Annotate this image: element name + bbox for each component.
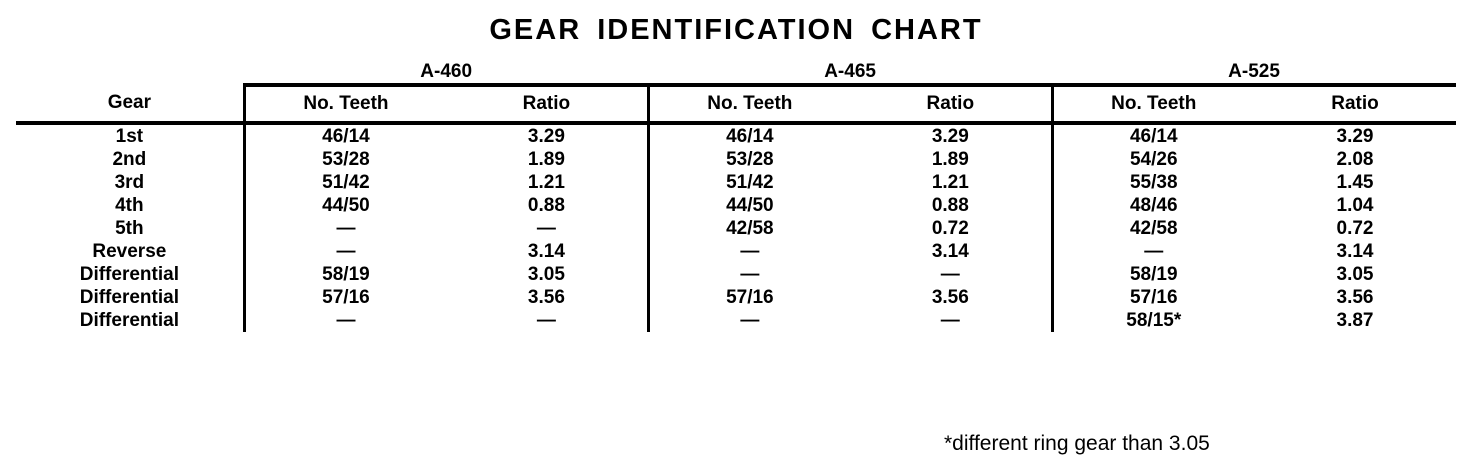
- page-title: GEAR IDENTIFICATION CHART: [489, 14, 983, 46]
- row-gear-label: 3rd: [114, 172, 145, 193]
- row-gear-label: 2nd: [112, 149, 147, 170]
- table-row: [16, 194, 1456, 217]
- cell-a465-ratio: 3.29: [931, 126, 969, 147]
- table-row: [16, 240, 1456, 263]
- cell-a465-ratio: —: [940, 310, 960, 331]
- cell-a525-teeth: —: [1052, 240, 1254, 263]
- column-header-a525-ratio: Ratio: [1254, 85, 1456, 123]
- cell-a525-ratio: 3.14: [1336, 241, 1374, 262]
- cell-a460-ratio: 1.89: [527, 149, 565, 170]
- cell-a525-ratio: 2.08: [1336, 149, 1374, 170]
- row-gear-label: Differential: [79, 264, 179, 285]
- cell-a525-ratio: 1.45: [1336, 172, 1374, 193]
- cell-a460-teeth: —: [244, 240, 446, 263]
- row-gear-label: Differential: [79, 287, 179, 308]
- group-header-spacer: [16, 55, 244, 85]
- table-row: [16, 286, 1456, 309]
- row-gear-label: 4th: [115, 195, 144, 216]
- column-header-a460-ratio: Ratio: [446, 85, 648, 123]
- cell-a460-ratio: 0.88: [527, 195, 565, 216]
- column-header-a465-teeth: No. Teeth: [648, 85, 850, 123]
- group-header-a465: A-465: [648, 55, 1052, 85]
- cell-a525-ratio: 3.29: [1336, 126, 1374, 147]
- cell-a465-teeth: —: [648, 240, 850, 263]
- cell-a525-ratio: 3.87: [1336, 310, 1374, 331]
- cell-a460-teeth: —: [244, 309, 446, 332]
- table-row: [16, 171, 1456, 194]
- cell-a460-ratio: —: [536, 218, 556, 239]
- group-header-row: [16, 55, 1456, 85]
- cell-a525-teeth: 46/14: [1052, 123, 1254, 148]
- cell-a465-teeth: 44/50: [648, 194, 850, 217]
- cell-a525-teeth: 42/58: [1052, 217, 1254, 240]
- cell-a525-teeth: 48/46: [1052, 194, 1254, 217]
- column-header-a525-teeth: No. Teeth: [1052, 85, 1254, 123]
- cell-a525-ratio: 3.05: [1336, 264, 1374, 285]
- gear-chart-table: [16, 55, 1456, 332]
- cell-a465-teeth: 51/42: [648, 171, 850, 194]
- cell-a460-teeth: 53/28: [244, 148, 446, 171]
- cell-a525-ratio: 3.56: [1336, 287, 1374, 308]
- cell-a465-teeth: 46/14: [648, 123, 850, 148]
- cell-a465-teeth: —: [648, 263, 850, 286]
- cell-a460-teeth: 58/19: [244, 263, 446, 286]
- cell-a465-ratio: 0.88: [931, 195, 969, 216]
- cell-a525-teeth: 58/15*: [1052, 309, 1254, 332]
- gear-identification-chart-page: [0, 14, 1472, 476]
- cell-a525-teeth: 57/16: [1052, 286, 1254, 309]
- cell-a465-teeth: 53/28: [648, 148, 850, 171]
- cell-a525-ratio: 1.04: [1336, 195, 1374, 216]
- cell-a460-teeth: 44/50: [244, 194, 446, 217]
- cell-a460-teeth: 51/42: [244, 171, 446, 194]
- cell-a460-ratio: —: [536, 310, 556, 331]
- cell-a525-teeth: 54/26: [1052, 148, 1254, 171]
- group-header-a460: A-460: [244, 55, 648, 85]
- cell-a465-ratio: —: [940, 264, 960, 285]
- table-row: [16, 123, 1456, 148]
- row-gear-label: 5th: [115, 218, 144, 239]
- cell-a465-teeth: 57/16: [648, 286, 850, 309]
- cell-a460-teeth: —: [244, 217, 446, 240]
- cell-a465-ratio: 1.89: [931, 149, 969, 170]
- cell-a465-ratio: 3.56: [931, 287, 969, 308]
- column-header-a460-teeth: No. Teeth: [244, 85, 446, 123]
- table-row: [16, 309, 1456, 332]
- cell-a525-teeth: 55/38: [1052, 171, 1254, 194]
- cell-a465-ratio: 3.14: [931, 241, 969, 262]
- table-row: [16, 217, 1456, 240]
- column-header-gear: Gear: [16, 85, 244, 123]
- row-gear-label: Reverse: [92, 241, 167, 262]
- cell-a460-ratio: 3.05: [527, 264, 565, 285]
- cell-a465-ratio: 1.21: [931, 172, 969, 193]
- cell-a460-ratio: 3.56: [527, 287, 565, 308]
- table-row: [16, 263, 1456, 286]
- cell-a525-ratio: 0.72: [1336, 218, 1374, 239]
- cell-a460-ratio: 3.29: [527, 126, 565, 147]
- cell-a525-teeth: 58/19: [1052, 263, 1254, 286]
- column-header-a465-ratio: Ratio: [850, 85, 1052, 123]
- cell-a465-ratio: 0.72: [931, 218, 969, 239]
- table-row: [16, 148, 1456, 171]
- row-gear-label: 1st: [115, 126, 144, 147]
- footnote-text: *different ring gear than 3.05: [944, 432, 1210, 455]
- cell-a460-teeth: 46/14: [244, 123, 446, 148]
- group-header-a525: A-525: [1052, 55, 1456, 85]
- cell-a465-teeth: 42/58: [648, 217, 850, 240]
- row-gear-label: Differential: [79, 310, 179, 331]
- cell-a465-teeth: —: [648, 309, 850, 332]
- cell-a460-ratio: 3.14: [527, 241, 565, 262]
- column-header-row: [16, 85, 1456, 123]
- cell-a460-teeth: 57/16: [244, 286, 446, 309]
- cell-a460-ratio: 1.21: [527, 172, 565, 193]
